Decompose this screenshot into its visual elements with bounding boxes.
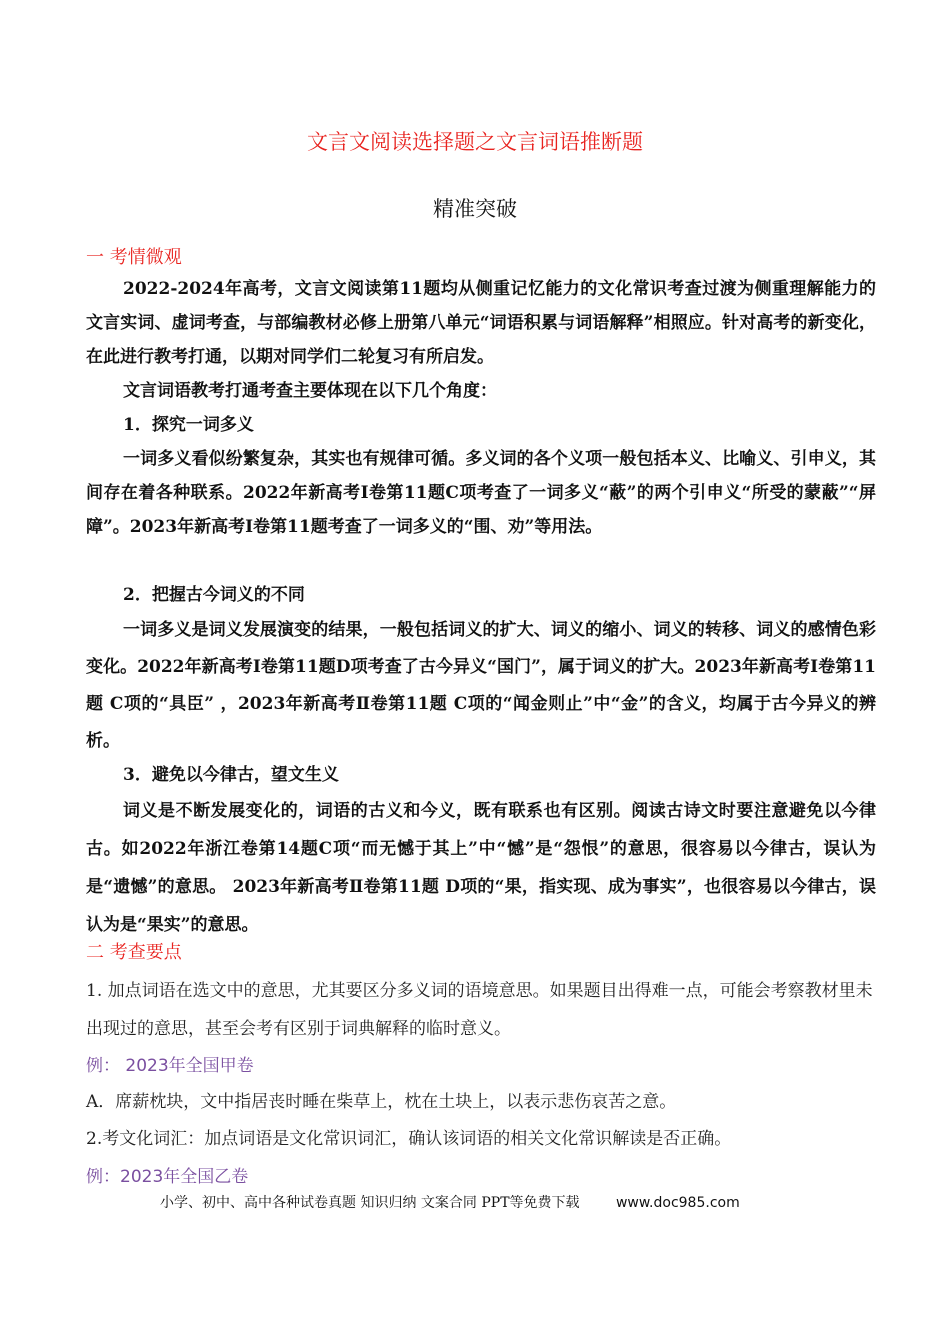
- subheading-1: 1．探究一词多义: [123, 415, 254, 435]
- page-footer: [160, 1192, 860, 1212]
- paragraph-point-1: 1. 加点词语在选文中的意思，尤其要区分多义词的语境意思。如果题目出得难一点，可能会考察教材里未出现过的意思，甚至会考有区别于词典解释的临时意义。: [86, 981, 873, 1039]
- paragraph-polysemy: 一词多义看似纷繁复杂，其实也有规律可循。多义词的各个义项一般包括本义、比喻义、引申义，其间存在着各种联系。2022年新高考Ⅰ卷第11题C项考查了一词多义“蔽”的两个引申义“所受的蒙蔽”“屏障”。2023年新高考Ⅰ卷第11题考查了一词多义的“围、劝”等用法。: [86, 449, 876, 537]
- paragraph-avoid: 词义是不断发展变化的，词语的古义和今义，既有联系也有区别。阅读古诗文时要注意避免以今律古。如2022年浙江卷第14题C项“而无憾于其上”中“憾”是“怨恨”的意思，很容易以今律古，误认为是“遗憾”的意思。 2023年新高考Ⅱ卷第11题 D项的“果，指实现、成为事实”，也很容易以今律古，误认为是“果实”的意思。: [86, 801, 876, 935]
- page-subtitle: 精准突破: [433, 197, 517, 221]
- paragraph-example-a: A．席薪枕块，文中指居丧时睡在柴草上，枕在土块上，以表示悲伤哀苦之意。: [86, 1092, 677, 1112]
- example-label-1: 例： 2023年全国甲卷: [86, 1056, 254, 1076]
- page-title: 文言文阅读选择题之文言词语推断题: [307, 130, 643, 154]
- section-heading-2: 二 考查要点: [86, 942, 182, 963]
- paragraph-ancient-modern: 一词多义是词义发展演变的结果，一般包括词义的扩大、词义的缩小、词义的转移、词义的感情色彩变化。2022年新高考Ⅰ卷第11题D项考查了古今异义“国门”，属于词义的扩大。2023年新高考Ⅰ卷第11题 C项的“具臣” ，2023年新高考Ⅱ卷第11题 C项的“闻金则止”中“金”的含义，均属于古今异义的辨析。: [86, 620, 876, 751]
- footer-text: 小学、初中、高中各种试卷真题 知识归纳 文案合同 PPT等免费下载: [160, 1195, 580, 1211]
- subheading-3: 3．避免以今律古，望文生义: [123, 765, 339, 785]
- example-label-2: 例：2023年全国乙卷: [86, 1167, 249, 1187]
- paragraph-point-2: 2.考文化词汇：加点词语是文化常识词汇，确认该词语的相关文化常识解读是否正确。: [86, 1129, 732, 1149]
- paragraph-angles: 文言词语教考打通考查主要体现在以下几个角度：: [123, 381, 497, 401]
- paragraph-intro: 2022-2024年高考，文言文阅读第11题均从侧重记忆能力的文化常识考查过渡为侧重理解能力的文言实词、虚词考查，与部编教材必修上册第八单元“词语积累与词语解释”相照应。针对高考的新变化，在此进行教考打通，以期对同学们二轮复习有所启发。: [86, 279, 876, 367]
- subheading-2: 2．把握古今词义的不同: [123, 585, 305, 605]
- section-heading-1: 一 考情微观: [86, 247, 182, 268]
- footer-url[interactable]: www.doc985.com: [615, 1195, 740, 1211]
